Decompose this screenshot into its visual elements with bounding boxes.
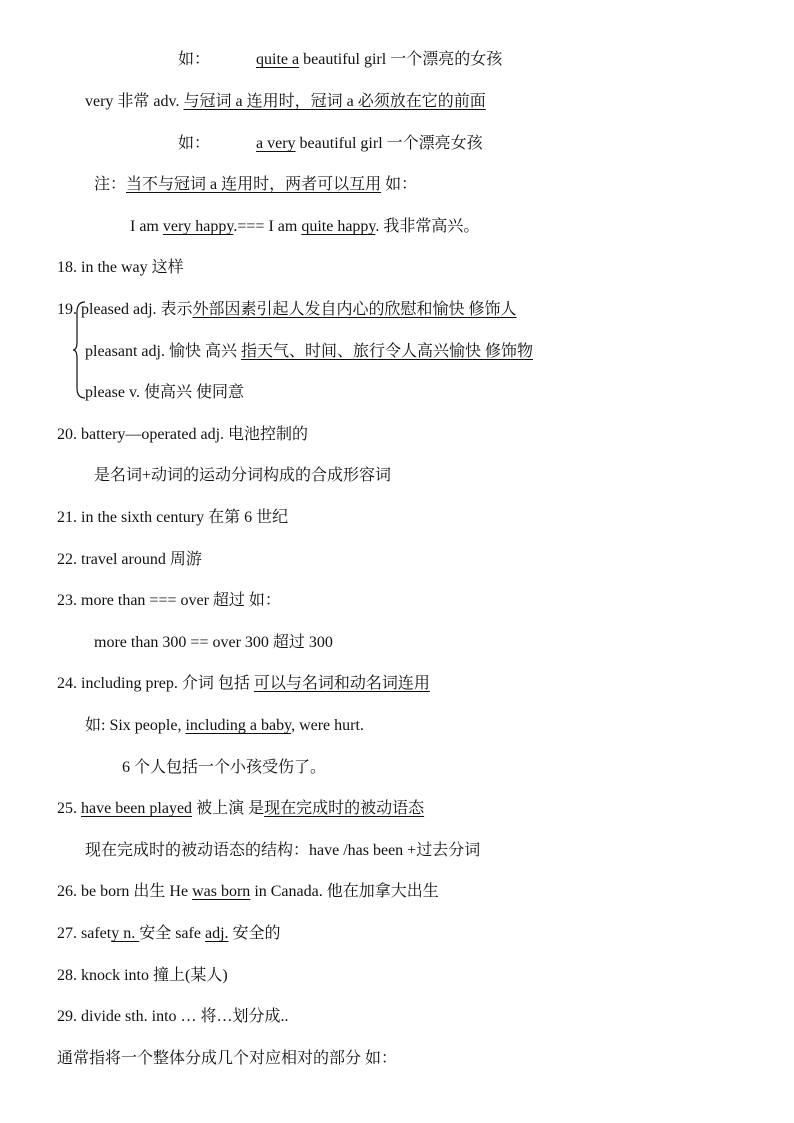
item-29: 29. divide sth. into … 将…划分成..	[57, 1008, 289, 1025]
example-a-very: 如： a very beautiful girl 一个漂亮女孩	[178, 135, 483, 152]
item-25-structure: 现在完成时的被动语态的结构：have /has been +过去分词	[85, 842, 481, 859]
item-18: 18. in the way 这样	[57, 259, 184, 276]
curly-brace-icon	[72, 300, 86, 400]
item-22: 22. travel around 周游	[57, 551, 202, 568]
item-24: 24. including prep. 介词 包括 可以与名词和动名词连用	[57, 675, 430, 692]
item-23-example: more than 300 == over 300 超过 300	[94, 634, 333, 651]
example-quite-a: 如： quite a beautiful girl 一个漂亮的女孩	[178, 51, 503, 68]
very-definition: very 非常 adv. 与冠词 a 连用时，冠词 a 必须放在它的前面	[85, 93, 486, 110]
item-29-explanation: 通常指将一个整体分成几个对应相对的部分 如：	[57, 1050, 398, 1067]
item-24-example: 如: Six people, including a baby, were hurt.	[85, 717, 364, 734]
item-19-pleasant: pleasant adj. 愉快 高兴 指天气、时间、旅行令人高兴愉快 修饰物	[85, 343, 533, 360]
item-28: 28. knock into 撞上(某人)	[57, 967, 228, 984]
item-23: 23. more than === over 超过 如：	[57, 592, 281, 609]
item-21: 21. in the sixth century 在第 6 世纪	[57, 509, 289, 526]
example-very-happy: I am very happy.=== I am quite happy. 我非常高兴。	[130, 218, 480, 235]
item-25: 25. have been played 被上演 是现在完成时的被动语态	[57, 800, 425, 817]
item-27: 27. safety n. 安全 safe adj. 安全的	[57, 925, 281, 942]
item-26: 26. be born 出生 He was born in Canada. 他在加拿大出生	[57, 883, 439, 900]
note-interchangeable: 注：当不与冠词 a 连用时，两者可以互用 如：	[94, 176, 418, 193]
item-24-translation: 6 个人包括一个小孩受伤了。	[122, 759, 327, 776]
item-19-pleased: 19. pleased adj. 表示外部因素引起人发自内心的欣慰和愉快 修饰人	[57, 301, 517, 318]
item-20: 20. battery—operated adj. 电池控制的	[57, 426, 309, 443]
item-19-please: please v. 使高兴 使同意	[85, 384, 244, 401]
item-20-explanation: 是名词+动词的运动分词构成的合成形容词	[94, 467, 392, 484]
